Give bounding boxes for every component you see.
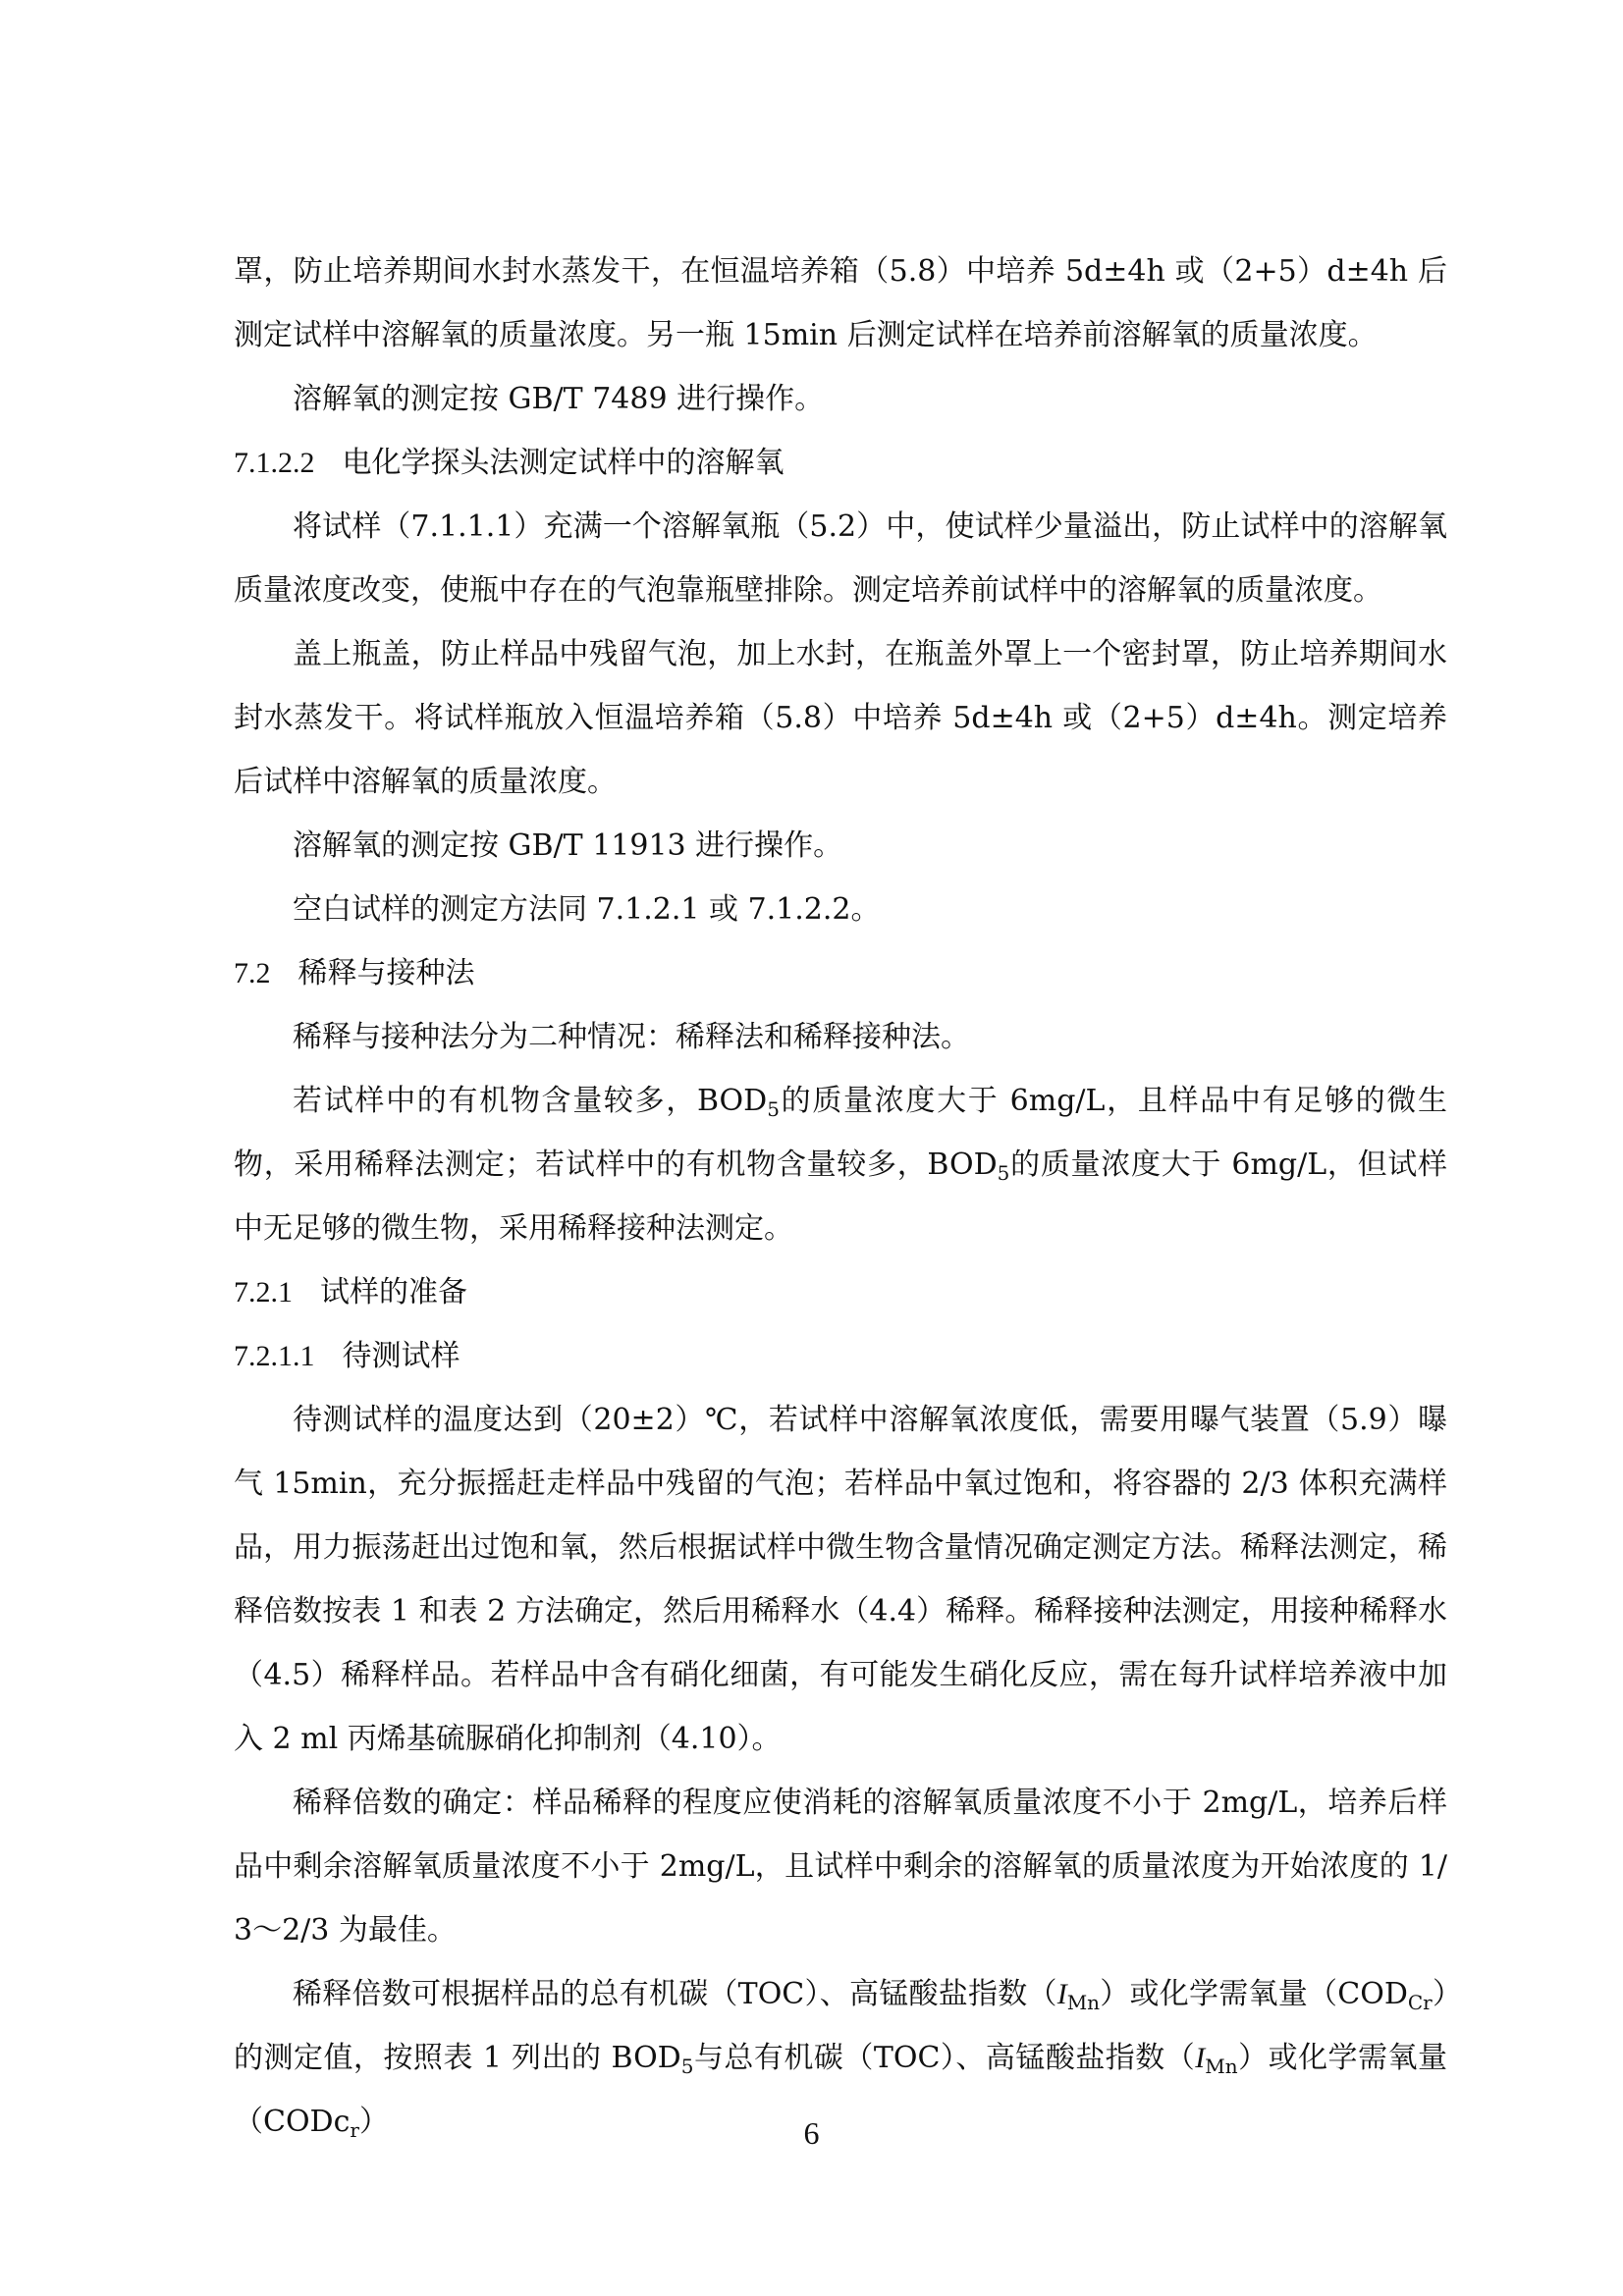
subscript-text: r [350, 2118, 359, 2142]
section-heading [234, 941, 1447, 1005]
text-run: 罩，防止培养期间水封水蒸发干，在恒温培养箱（5.8）中培养 5d±4h 或（2+5）d±4h 后测定试样中溶解氧的质量浓度。另一瓶 15min 后测定试样在培养前溶解氧的质量浓度。 [234, 254, 1447, 352]
body-paragraph [234, 1005, 1447, 1069]
text-run: 待测试样的温度达到（20±2）℃，若试样中溶解氧浓度低，需要用曝气装置（5.9）曝气 15min，充分振摇赶走样品中残留的气泡；若样品中氧过饱和，将容器的 2/3 体积充满样品，用力振荡赶出过饱和氧，然后根据试样中微生物含量情况确定测定方法。稀释法测定，稀释倍数按表 1 和表 2 方法确定，然后用稀释水（4.4）稀释。稀释接种法测定，用接种稀释水（4.5）稀释样品。若样品中含有硝化细菌，有可能发生硝化反应，需在每升试样培养液中加入 2 ml 丙烯基硫脲硝化抑制剂（4.10）。 [234, 1403, 1447, 1756]
page-number: 6 [803, 2115, 820, 2151]
section-number: 7.2 [234, 957, 271, 989]
text-run: 若试样中的有机物含量较多，BOD [293, 1084, 768, 1118]
text-run: 稀释倍数的确定：样品稀释的程度应使消耗的溶解氧质量浓度不小于 2mg/L，培养后样品中剩余溶解氧质量浓度不小于 2mg/L，且试样中剩余的溶解氧的质量浓度为开始浓度的 1/3～2/3 为最佳。 [234, 1786, 1447, 1948]
text-run: 溶解氧的测定按 GB/T 11913 进行操作。 [293, 828, 843, 863]
body-paragraph [234, 1771, 1447, 1962]
italic-symbol: I [1056, 1978, 1067, 2010]
text-run: 的质量浓度大于 6mg/L，但试样中无足够的微生物，采用稀释接种法测定。 [234, 1148, 1447, 1246]
section-heading [234, 1324, 1447, 1388]
body-paragraph [234, 495, 1447, 622]
text-run: 溶解氧的测定按 GB/T 7489 进行操作。 [293, 382, 825, 416]
text-run: 与总有机碳（TOC）、高锰酸盐指数（ [693, 2041, 1196, 2075]
text-run: 待测试样 [342, 1339, 460, 1373]
text-run: 稀释倍数可根据样品的总有机碳（TOC）、高锰酸盐指数（ [293, 1977, 1057, 2011]
body-paragraph [234, 367, 1447, 431]
subscript-text: 5 [767, 1097, 780, 1121]
body-paragraph [234, 622, 1447, 814]
section-heading [234, 1260, 1447, 1324]
text-run: 将试样（7.1.1.1）充满一个溶解氧瓶（5.2）中，使试样少量溢出，防止试样中的溶解氧质量浓度改变，使瓶中存在的气泡靠瓶壁排除。测定培养前试样中的溶解氧的质量浓度。 [234, 509, 1447, 608]
body-paragraph [234, 878, 1447, 941]
text-run: 电化学探头法测定试样中的溶解氧 [342, 446, 784, 480]
body-paragraph [234, 814, 1447, 878]
subscript-text: Mn [1066, 1991, 1101, 2014]
subscript-text: 5 [997, 1161, 1010, 1185]
text-run: 稀释与接种法 [298, 956, 475, 990]
text-run: ）的测定值，按照表 1 列出的 BOD [234, 1977, 1447, 2075]
text-run: 的质量浓度大于 6mg/L，且样品中有足够的微生物，采用稀释法测定；若试样中的有机物含量较多，BOD [234, 1084, 1448, 1182]
body-paragraph [234, 240, 1447, 367]
text-run: ）或化学需氧量（CODc [234, 2041, 1448, 2139]
section-number: 7.2.1 [234, 1276, 293, 1308]
text-run: ）或化学需氧量（COD [1100, 1977, 1408, 2011]
text-run: 盖上瓶盖，防止样品中残留气泡，加上水封，在瓶盖外罩上一个密封罩，防止培养期间水封水蒸发干。将试样瓶放入恒温培养箱（5.8）中培养 5d±4h 或（2+5）d±4h。测定培养后试样中溶解氧的质量浓度。 [234, 637, 1447, 799]
text-run: 空白试样的测定方法同 7.1.2.1 或 7.1.2.2。 [293, 892, 881, 927]
subscript-text: Cr [1407, 1991, 1433, 2014]
text-run: ） [358, 2105, 389, 2139]
subscript-text: 5 [680, 2055, 694, 2078]
section-number: 7.1.2.2 [234, 447, 315, 479]
section-number: 7.2.1.1 [234, 1340, 315, 1372]
body-paragraph [234, 1069, 1447, 1260]
document-body [234, 240, 1447, 2154]
section-heading [234, 431, 1447, 495]
body-paragraph [234, 1388, 1447, 1771]
text-run: 试样的准备 [320, 1275, 467, 1309]
subscript-text: Mn [1205, 2055, 1238, 2078]
italic-symbol: I [1195, 2042, 1206, 2074]
text-run: 稀释与接种法分为二种情况：稀释法和稀释接种法。 [293, 1020, 970, 1054]
